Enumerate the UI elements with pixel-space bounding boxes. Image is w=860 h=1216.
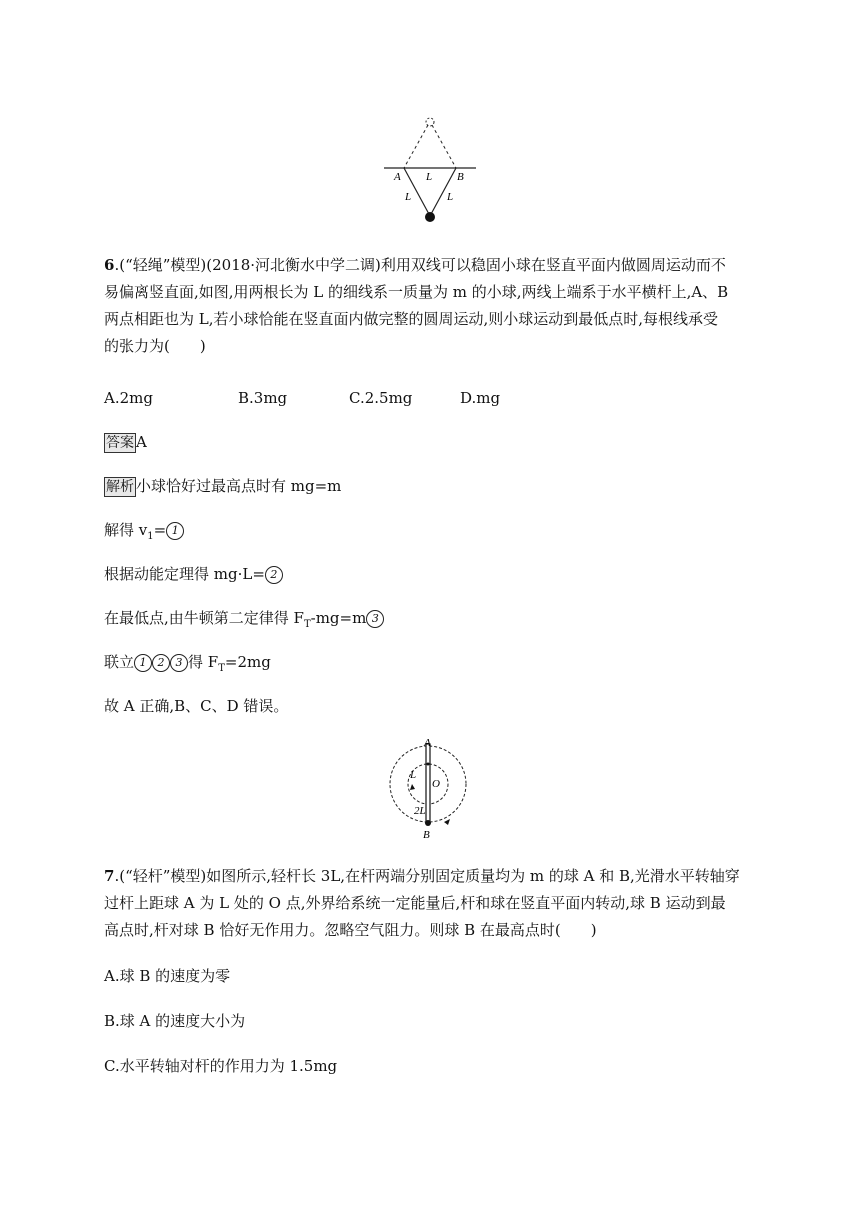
pivot-O [427, 763, 430, 766]
analysis-line-3 [104, 564, 283, 584]
eq-marker-2: 2 [265, 566, 283, 584]
q6-option-c[interactable]: C.2.5mg [349, 389, 413, 407]
q6-text-1: (“轻绳”模型)(2018·河北衡水中学二调)利用双线可以稳固小球在竖直平面内做圆周运动而不 [119, 256, 726, 274]
eq-ref-1: 1 [134, 654, 152, 672]
analysis-l5-text: 联立 [104, 653, 135, 671]
answer-value: A [136, 433, 147, 451]
q7-option-b[interactable]: B.球 A 的速度大小为 [104, 1012, 246, 1030]
ball [425, 212, 435, 222]
analysis-tag: 解析 [106, 479, 134, 495]
analysis-line-4 [104, 608, 384, 635]
fig2-label-O: O [432, 778, 440, 790]
label-L-left: L [405, 191, 412, 203]
q6-number: 6 [104, 256, 115, 274]
q7-line-2: 过杆上距球 A 为 L 处的 O 点,外界给系统一定能量后,杆和球在竖直平面内转动,球 B 运动到最 [104, 894, 726, 912]
analysis-l2-sub: 1 [147, 531, 154, 542]
answer-tag: 答案 [106, 435, 134, 451]
label-L-right: L [447, 191, 454, 203]
fig2-label-A: A [424, 737, 431, 749]
analysis-l5-mid: 得 F [188, 653, 219, 671]
question-6 [104, 252, 750, 360]
q6-line-1: 6.(“轻绳”模型)(2018·河北衡水中学二调)利用双线可以稳固小球在竖直平面内做圆周运动而不 [104, 256, 726, 274]
question-7 [104, 863, 750, 944]
analysis-text-1: 小球恰好过最高点时有 mg=m [136, 477, 342, 495]
label-L-top: L [426, 171, 433, 183]
q6-options [104, 388, 500, 408]
arrow-inner [410, 784, 415, 790]
analysis-l2-eq: = [153, 521, 167, 539]
figure-light-rod [382, 734, 474, 842]
answer-row [104, 432, 147, 453]
q6-option-a[interactable]: A.2mg [104, 389, 153, 407]
top-ball-dashed [426, 118, 434, 126]
q6-option-b[interactable]: B.3mg [238, 389, 288, 407]
eq-ref-2: 2 [152, 654, 170, 672]
dashed-string-right [432, 125, 456, 168]
analysis-line-2 [104, 520, 184, 547]
arrow-outer [444, 819, 450, 825]
analysis-l4-text: 在最低点,由牛顿第二定律得 F [104, 609, 304, 627]
fig2-label-B: B [423, 829, 430, 841]
analysis-l3-text: 根据动能定理得 mg·L= [104, 565, 265, 583]
q7-option-c[interactable]: C.水平转轴对杆的作用力为 1.5mg [104, 1057, 338, 1075]
figure-double-string [380, 110, 480, 230]
fig2-label-2L: 2L [414, 805, 426, 817]
rod [426, 744, 430, 822]
eq-marker-3: 3 [366, 610, 384, 628]
q6-line-4: 的张力为( ) [104, 337, 206, 355]
label-B: B [457, 171, 464, 183]
analysis-l4-sub: T [303, 619, 311, 630]
ball-B [425, 820, 431, 826]
analysis-l4-eq: -mg=m [310, 609, 367, 627]
analysis-l2-text: 解得 v [104, 521, 148, 539]
fig2-label-L: L [410, 769, 417, 781]
eq-marker-1: 1 [166, 522, 184, 540]
analysis-line-1 [104, 476, 341, 497]
analysis-l5-result: =2mg [224, 653, 271, 671]
q6-line-2: 易偏离竖直面,如图,用两根长为 L 的细线系一质量为 m 的小球,两线上端系于水平横杆上,A、B [104, 283, 729, 301]
q6-line-3: 两点相距也为 L,若小球恰能在竖直面内做完整的圆周运动,则小球运动到最低点时,每根线承受 [104, 310, 719, 328]
q7-line-3: 高点时,杆对球 B 恰好无作用力。忽略空气阻力。则球 B 在最高点时( ) [104, 921, 597, 939]
q7-text-1: (“轻杆”模型)如图所示,轻杆长 3L,在杆两端分别固定质量均为 m 的球 A 和 B,光滑水平转轴穿 [119, 867, 740, 885]
analysis-line-5 [104, 652, 271, 679]
eq-ref-3: 3 [170, 654, 188, 672]
q7-number: 7 [104, 867, 115, 885]
analysis-l5-sub: T [218, 663, 225, 674]
label-A: A [394, 171, 401, 183]
analysis-line-6: 故 A 正确,B、C、D 错误。 [104, 697, 289, 715]
dashed-string-left [404, 125, 428, 168]
q7-line-1: 7.(“轻杆”模型)如图所示,轻杆长 3L,在杆两端分别固定质量均为 m 的球 A 和 B,光滑水平转轴穿 [104, 867, 740, 885]
q7-option-a[interactable]: A.球 B 的速度为零 [104, 967, 231, 985]
q6-option-d[interactable]: D.mg [460, 389, 501, 407]
